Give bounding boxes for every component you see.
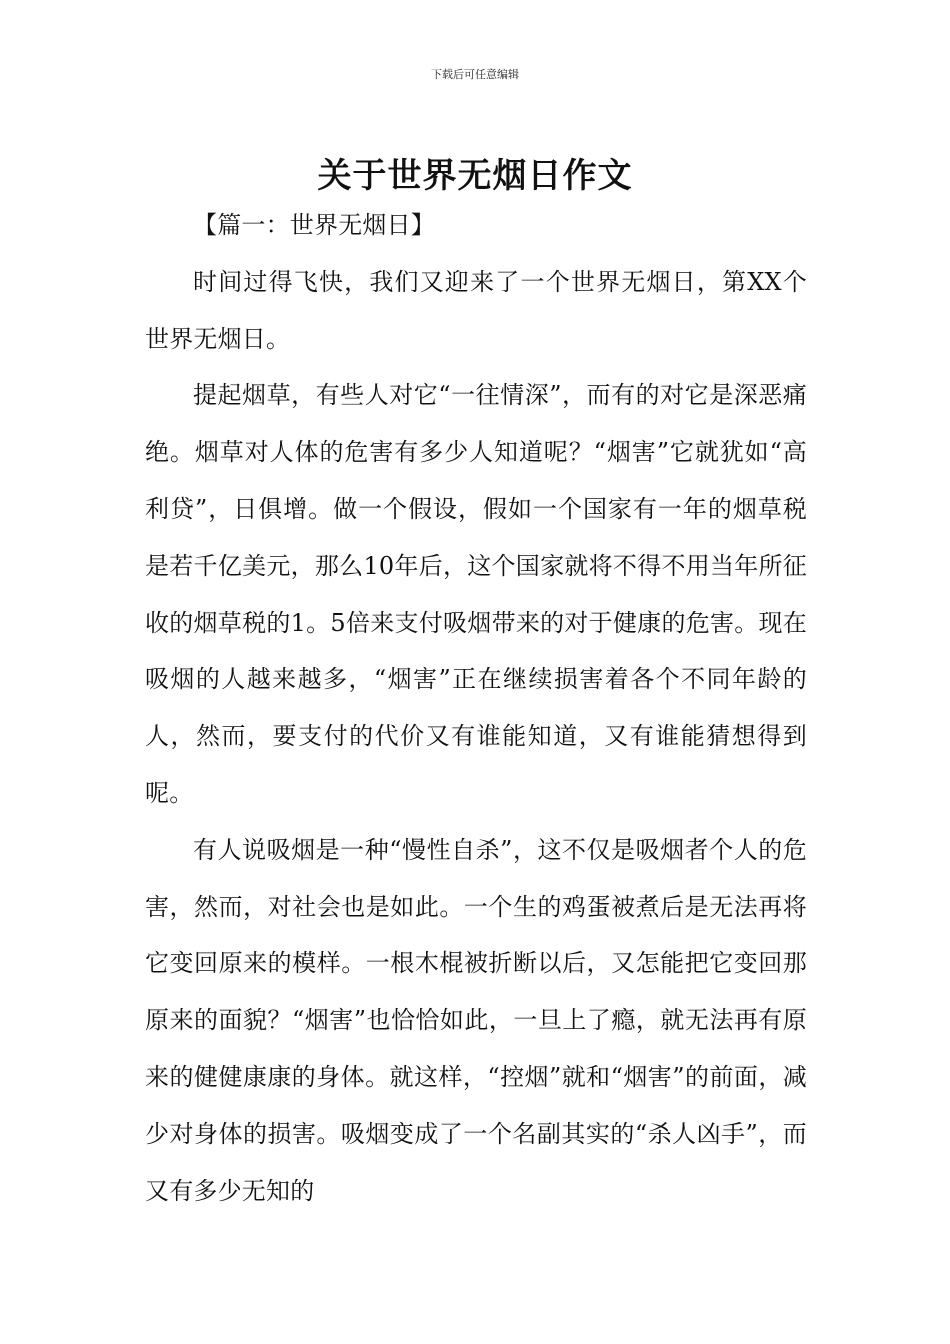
- document-title: 关于世界无烟日作文: [317, 155, 633, 196]
- document-body: [145, 197, 807, 1219]
- section-heading: 【篇一：世界无烟日】: [193, 211, 435, 239]
- header-note: 下载后可任意编辑: [431, 68, 519, 81]
- paragraph-2: 提起烟草，有些人对它“一往情深”，而有的对它是深恶痛绝。烟草对人体的危害有多少人知道呢？“烟害”它就犹如“高利贷”，日俱增。做一个假设，假如一个国家有一年的烟草税是若千亿美元，那么10年后，这个国家就将不得不用当年所征收的烟草税的1。5倍来支付吸烟带来的对于健康的危害。现在吸烟的人越来越多，“烟害”正在继续损害着各个不同年龄的人，然而，要支付的代价又有谁能知道，又有谁能猜想得到呢。: [145, 381, 807, 807]
- paragraph-1: 时间过得飞快，我们又迎来了一个世界无烟日，第XX个世界无烟日。: [145, 267, 807, 353]
- paragraph-3: 有人说吸烟是一种“慢性自杀”，这不仅是吸烟者个人的危害，然而，对社会也是如此。一个生的鸡蛋被煮后是无法再将它变回原来的模样。一根木棍被折断以后，又怎能把它变回那原来的面貌？“烟害”也恰恰如此，一旦上了瘾，就无法再有原来的健健康康的身体。就这样，“控烟”就和“烟害”的前面，减少对身体的损害。吸烟变成了一个名副其实的“杀人凶手”，而又有多少无知的: [145, 835, 807, 1205]
